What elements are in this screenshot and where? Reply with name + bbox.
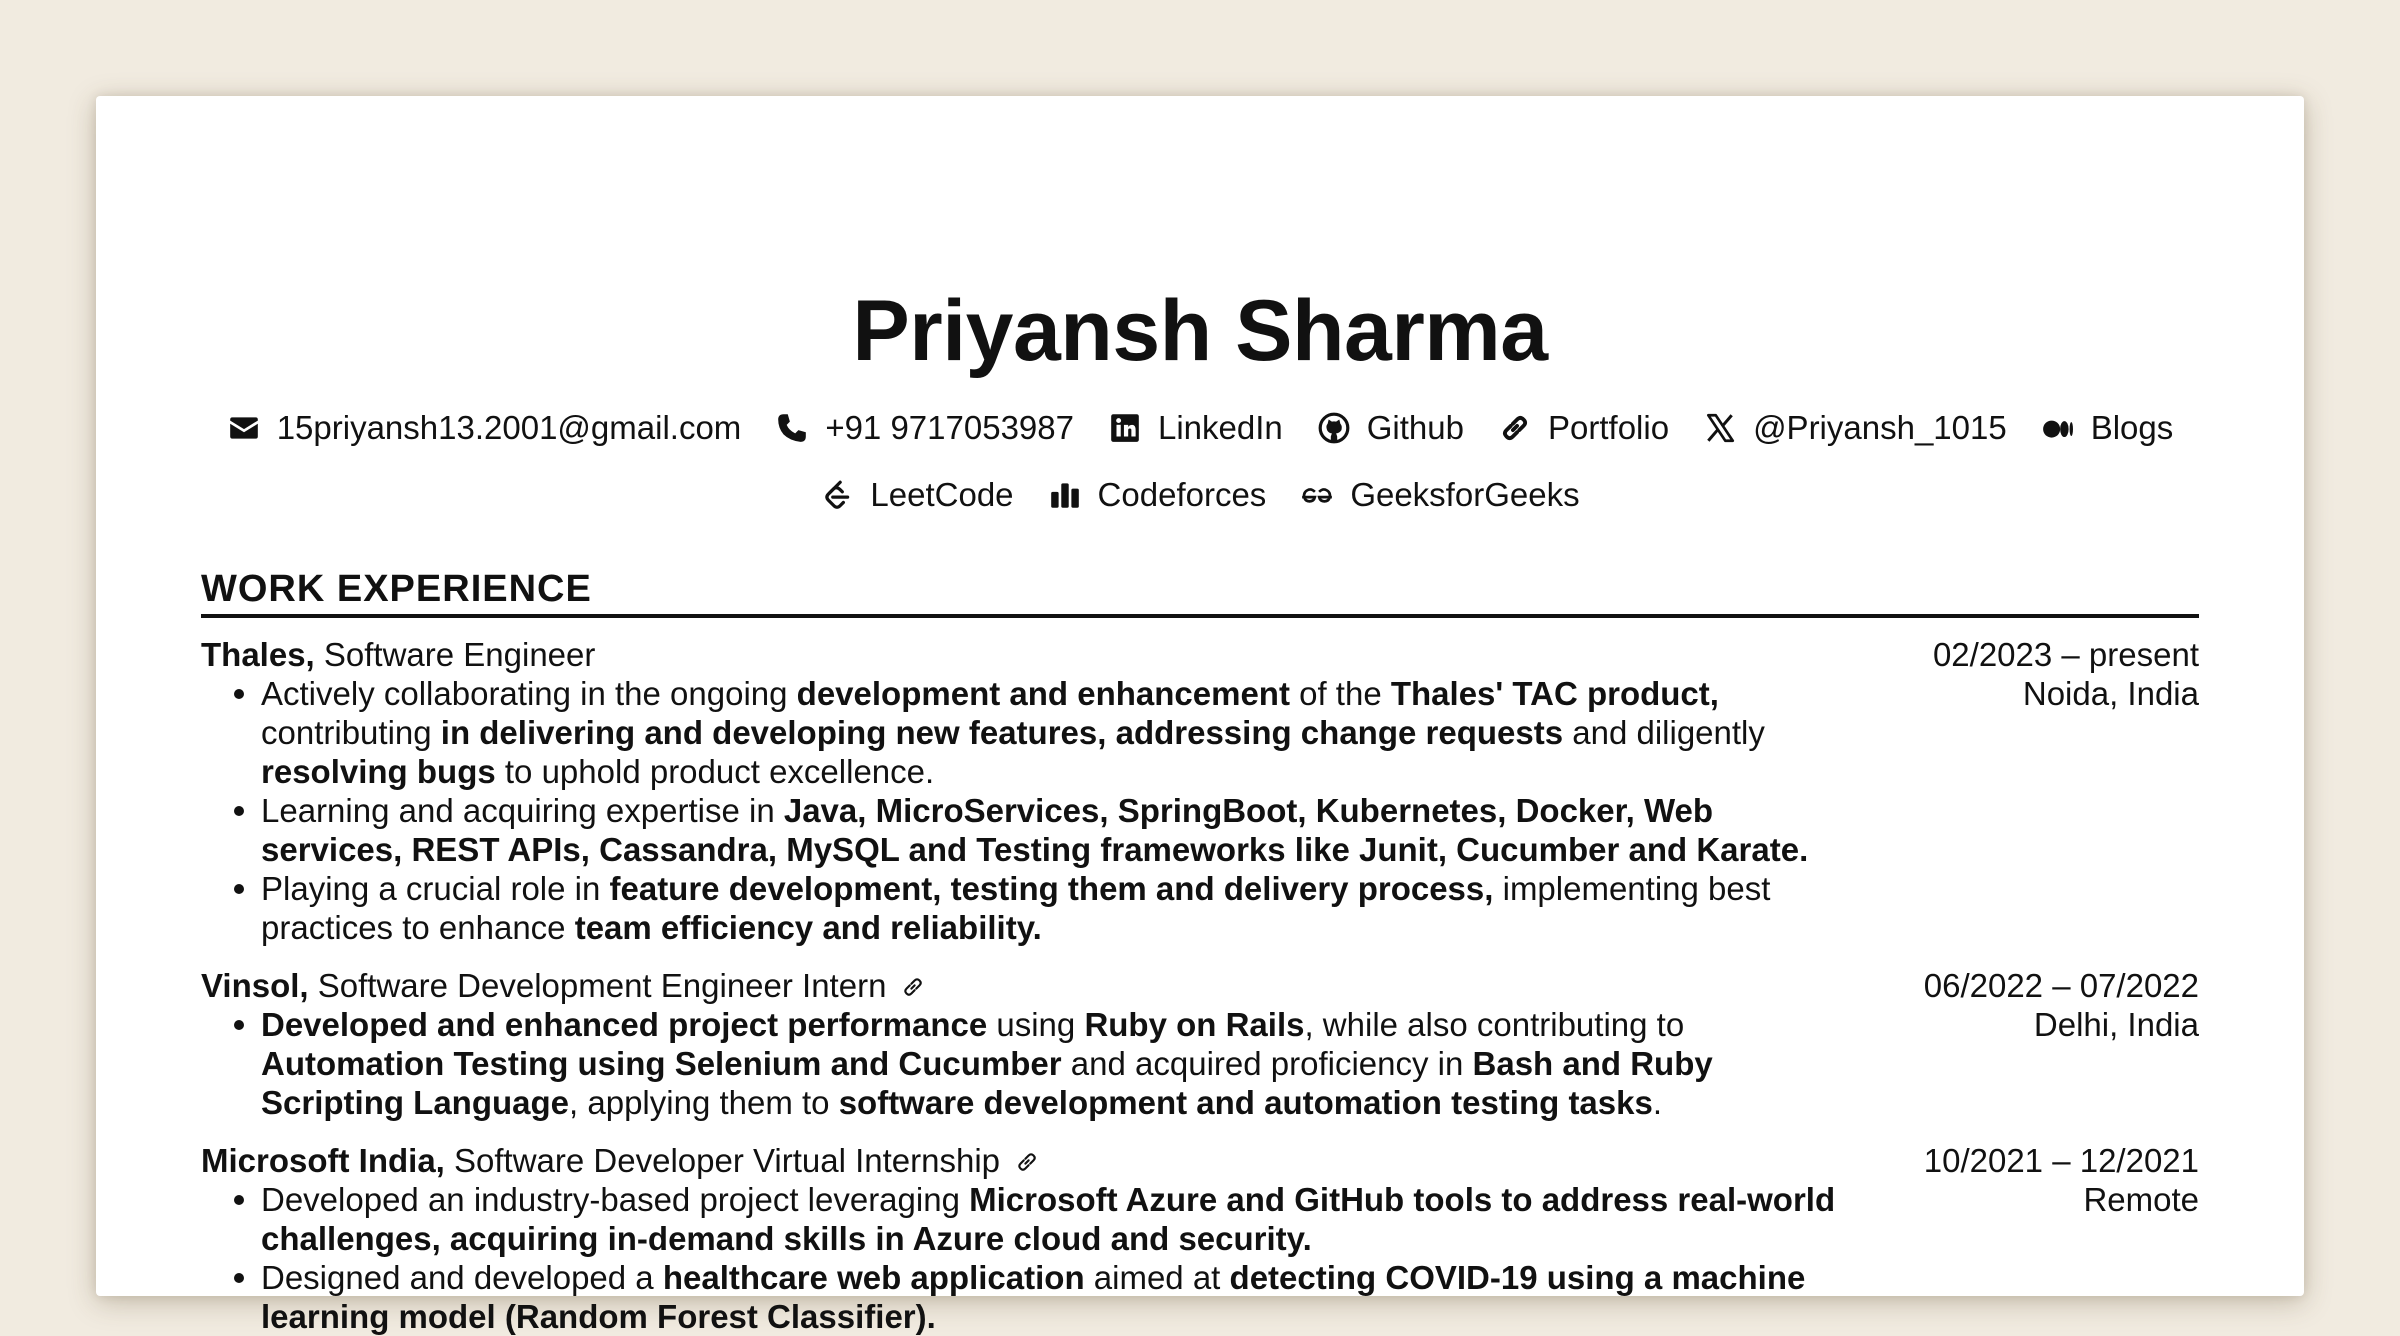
contact-phone[interactable] <box>775 408 1074 448</box>
job-bullet <box>201 791 1861 869</box>
bullet-bold-text: Automation Testing using Selenium and Cucumber <box>261 1045 1062 1082</box>
bullet-bold-text: healthcare web application <box>662 1259 1085 1296</box>
bullet-text: Designed and developed a <box>261 1259 663 1296</box>
bullet-text: Actively collaborating in the ongoing <box>261 675 797 712</box>
bullet-text: implementing best practices to enhance <box>261 870 1771 946</box>
leetcode-icon <box>820 478 854 512</box>
contact-row-1 <box>201 408 2199 448</box>
contact-blogs[interactable] <box>2041 408 2174 448</box>
job-entry-vinsol <box>201 966 2199 1122</box>
contact-linkedin[interactable] <box>1108 408 1283 448</box>
contact-github[interactable] <box>1317 408 1464 448</box>
contact-github-label: Github <box>1366 409 1464 446</box>
section-title-work-experience: WORK EXPERIENCE <box>201 568 592 610</box>
bullet-bold-text: team efficiency and reliability. <box>574 909 1042 946</box>
contact-geeksforgeeks-label: GeeksforGeeks <box>1350 476 1580 513</box>
section-divider <box>201 614 2199 618</box>
contact-email[interactable] <box>227 408 742 448</box>
bullet-text: Developed an industry-based project leveraging <box>261 1181 970 1218</box>
bullet-bold-text: Developed and enhanced project performance <box>261 1006 988 1043</box>
job-entry-thales <box>201 635 2199 947</box>
job-location: Remote <box>2083 1181 2199 1218</box>
bullet-bold-text: in delivering and developing new features, addressing change requests <box>440 714 1564 751</box>
contact-codeforces[interactable] <box>1048 475 1267 515</box>
bullet-text: and acquired proficiency in <box>1061 1045 1473 1082</box>
contact-email-label: 15priyansh13.2001@gmail.com <box>276 409 742 446</box>
bullet-text: of the <box>1289 675 1391 712</box>
link-icon <box>1498 411 1532 445</box>
bullet-text: Playing a crucial role in <box>261 870 610 907</box>
github-icon <box>1317 411 1351 445</box>
contact-twitter-label: @Priyansh_1015 <box>1753 409 2007 446</box>
bullet-bold-text: Bash and Ruby Scripting Language <box>261 1045 1713 1121</box>
contact-geeksforgeeks[interactable] <box>1300 475 1579 515</box>
bullet-text: and diligently <box>1563 714 1765 751</box>
job-location: Noida, India <box>2022 675 2199 712</box>
bullet-text: to uphold product excellence. <box>495 753 935 790</box>
job-role: Software Development Engineer Intern <box>308 967 887 1004</box>
bullet-text: using <box>987 1006 1085 1043</box>
resume-page <box>96 96 2304 1335</box>
bullet-bold-text: feature development, testing them and delivery process, <box>609 870 1494 907</box>
bullet-bold-text: software development and automation testing tasks <box>838 1084 1653 1121</box>
envelope-icon <box>227 411 261 445</box>
bullet-bold-text: development and enhancement <box>796 675 1290 712</box>
bullet-bold-text: detecting COVID-19 using a machine learning model (Random Forest Classifier). <box>261 1259 1806 1335</box>
job-role: Software Developer Virtual Internship <box>444 1142 1001 1179</box>
x-twitter-icon <box>1703 411 1737 445</box>
job-date: 02/2023 – present <box>1932 636 2199 673</box>
link-icon[interactable] <box>900 969 926 995</box>
bullet-bold-text: Thales' TAC product, <box>1390 675 1719 712</box>
contact-portfolio-label: Portfolio <box>1548 409 1670 446</box>
bullet-text: . <box>1652 1084 1663 1121</box>
job-bullet <box>201 1005 1861 1122</box>
bullet-text: aimed at <box>1084 1259 1230 1296</box>
job-entry-microsoft <box>201 1141 2199 1336</box>
contact-blogs-label: Blogs <box>2090 409 2174 446</box>
job-location: Delhi, India <box>2033 1006 2199 1043</box>
job-bullet <box>201 869 1861 947</box>
candidate-name: Priyansh Sharma <box>852 283 1548 379</box>
phone-icon <box>775 411 809 445</box>
contact-linkedin-label: LinkedIn <box>1158 409 1283 446</box>
bullet-bold-text: Ruby on Rails <box>1084 1006 1305 1043</box>
linkedin-icon <box>1108 411 1142 445</box>
bullet-text: , while also contributing to <box>1304 1006 1685 1043</box>
job-bullet <box>201 1180 1861 1258</box>
contact-portfolio[interactable] <box>1498 408 1669 448</box>
contact-twitter[interactable] <box>1703 408 2007 448</box>
link-icon[interactable] <box>1014 1144 1040 1170</box>
bullet-bold-text: resolving bugs <box>261 753 496 790</box>
medium-icon <box>2041 411 2075 445</box>
bullet-text: Learning and acquiring expertise in <box>261 792 784 829</box>
contact-leetcode[interactable] <box>820 475 1013 515</box>
job-bullet <box>201 674 1861 791</box>
bullet-bold-text: Java, MicroServices, SpringBoot, Kubernetes, Docker, Web services, REST APIs, Cassandra, MySQL and Testing frameworks like Junit, Cucumber and Karate. <box>261 792 1809 868</box>
job-role: Software Engineer <box>314 636 596 673</box>
bullet-text: contributing <box>261 714 441 751</box>
job-date: 06/2022 – 07/2022 <box>1923 967 2199 1004</box>
contact-phone-label: +91 9717053987 <box>825 409 1074 446</box>
bullet-text: , applying them to <box>569 1084 839 1121</box>
bullet-bold-text: Microsoft Azure and GitHub tools to address real-world challenges, acquiring in-demand skills in Azure cloud and security. <box>261 1181 1836 1257</box>
job-company: Vinsol, <box>201 967 309 1004</box>
contact-row-2 <box>201 475 2199 515</box>
job-company: Microsoft India, <box>201 1142 445 1179</box>
job-date: 10/2021 – 12/2021 <box>1923 1142 2199 1179</box>
job-bullets <box>201 1005 2199 1122</box>
job-bullet <box>201 1258 1861 1336</box>
job-company: Thales, <box>201 636 315 673</box>
geeksforgeeks-icon <box>1300 478 1334 512</box>
contact-codeforces-label: Codeforces <box>1097 476 1267 513</box>
job-bullets <box>201 1180 2199 1336</box>
codeforces-icon <box>1048 478 1082 512</box>
contact-leetcode-label: LeetCode <box>870 476 1014 513</box>
job-bullets <box>201 674 2199 947</box>
